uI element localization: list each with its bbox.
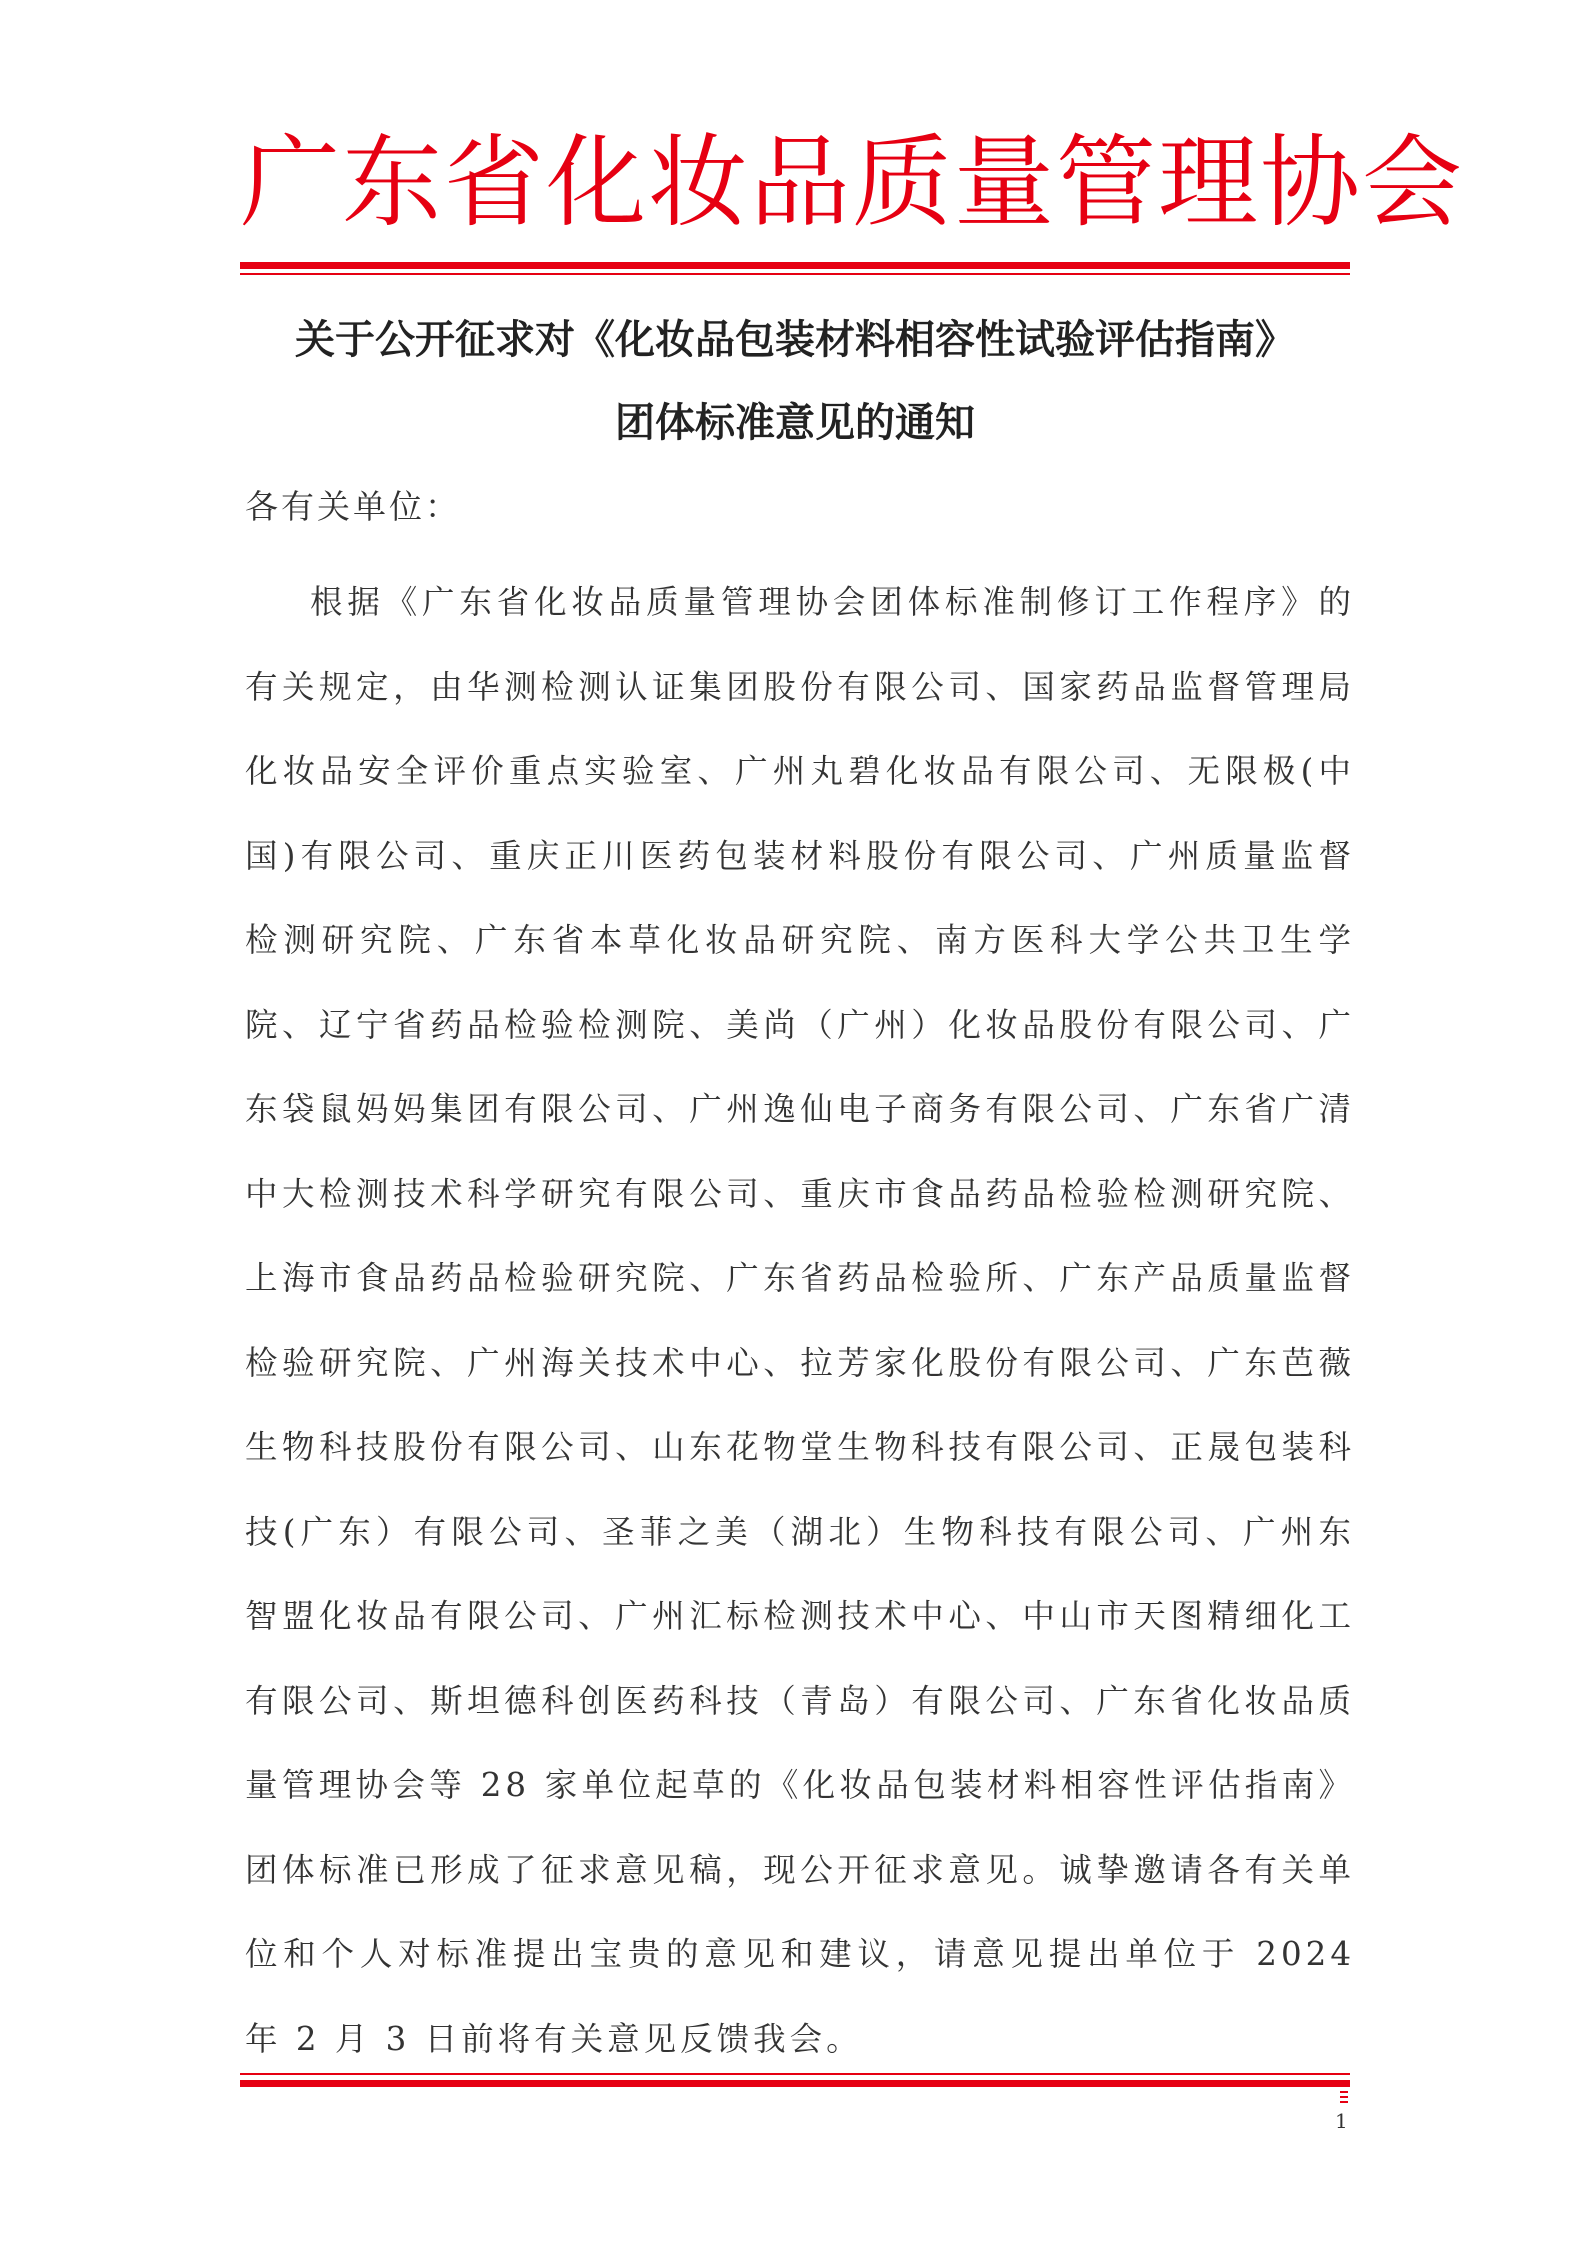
salutation: 各有关单位： [245, 487, 461, 526]
organization-letterhead: 广东省化妆品质量管理协会 [240, 124, 1464, 241]
header-rule-thick [240, 262, 1350, 269]
header-rule-thin [240, 273, 1350, 275]
notice-title-line-1: 关于公开征求对《化妆品包装材料相容性试验评估指南》 [295, 317, 1295, 363]
notice-body-paragraph: 根据《广东省化妆品质量管理协会团体标准制修订工作程序》的有关规定，由华测检测认证集团股份有限公司、国家药品监督管理局化妆品安全评价重点实验室、广州丸碧化妆品有限公司、无限极(中国)有限公司、重庆正川医药包装材料股份有限公司、广州质量监督检测研究院、广东省本草化妆品研究院、南方医科大学公共卫生学院、辽宁省药品检验检测院、美尚（广州）化妆品股份有限公司、广东袋鼠妈妈集团有限公司、广州逸仙电子商务有限公司、广东省广清中大检测技术科学研究有限公司、重庆市食品药品检验检测研究院、上海市食品药品检验研究院、广东省药品检验所、广东产品质量监督检验研究院、广州海关技术中心、拉芳家化股份有限公司、广东芭薇生物科技股份有限公司、山东花物堂生物科技有限公司、正晟包装科技(广东）有限公司、圣菲之美（湖北）生物科技有限公司、广州东智盟化妆品有限公司、广州汇标检测技术中心、中山市天图精细化工有限公司、斯坦德科创医药科技（青岛）有限公司、广东省化妆品质量管理协会等 28 家单位起草的《化妆品包装材料相容性评估指南》团体标准已形成了征求意见稿，现公开征求意见。诚挚邀请各有关单位和个人对标准提出宝贵的意见和建议，请意见提出单位于 2024 年 2 月 3 日前将有关意见反馈我会。 [245, 583, 1355, 2058]
footer-rule-thin [240, 2073, 1350, 2075]
footer-mark [1340, 2088, 1348, 2103]
notice-title-line-2: 团体标准意见的通知 [615, 400, 975, 446]
page-number: 1 [1335, 2109, 1348, 2133]
footer-rule-thick [240, 2080, 1350, 2087]
